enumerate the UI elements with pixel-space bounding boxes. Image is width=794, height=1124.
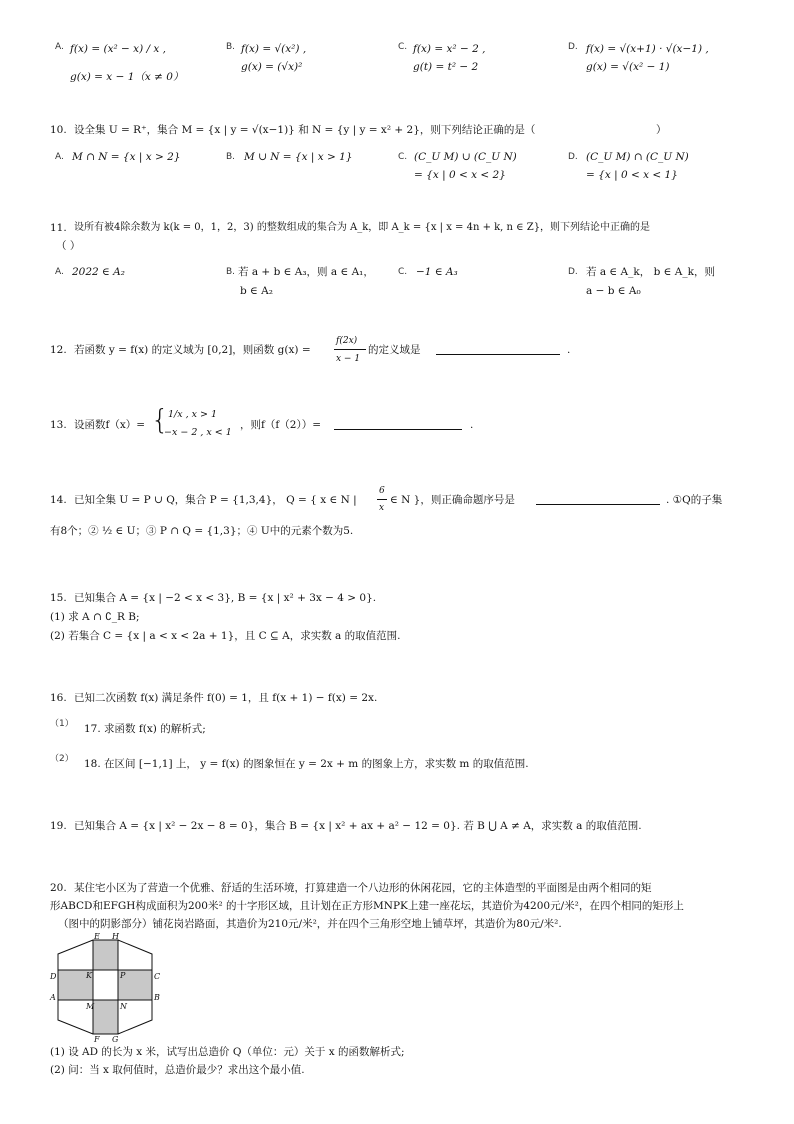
q15-part1: (1) 求 A ∩ ∁_R B; [50,611,140,623]
q12-end: . [567,344,571,356]
q14-line2: 有8个；② ½ ∈ U；③ P ∩ Q = {1,3}；④ U中的元素个数为5. [50,525,354,537]
q10-option-c-label: C. [398,152,408,162]
q14-frac-den: x [379,503,385,513]
q11-option-a-text: 2022 ∈ A₂ [72,266,125,278]
q9-option-c-label: C. [398,42,408,52]
square-mnpk [93,970,118,1000]
q14-frac-num: 6 [379,486,385,496]
q20-part1: (1) 设 AD 的长为 x 米，试写出总造价 Q（单位：元）关于 x 的函数解析式; [50,1046,405,1058]
q11-paren: （ ） [56,240,81,252]
q13-number: 13. [50,419,67,431]
q11-option-b-label: B. [226,267,236,277]
q20-garden-figure [48,932,168,1044]
label-b: B [154,993,160,1002]
label-h: H [112,932,119,941]
q9-option-d-line1: f(x) = √(x+1) · √(x−1) , [586,43,709,55]
label-k: K [86,971,92,980]
q13-post: ，则f（f（2））= [240,419,322,431]
q10-option-c-line1: (C_U M) ∪ (C_U N) [414,151,517,163]
q10-option-d-label: D. [568,152,578,162]
q10-option-c-line2: = {x | 0 < x < 2} [414,169,506,181]
q14-tail: . ①Q的子集 [666,494,723,506]
q12-fraction-bar [334,349,366,350]
q9-option-a-label: A. [55,42,64,52]
q11-number: 11. [50,222,67,234]
q10-paren-close: ） [656,124,667,136]
q14-number: 14. [50,494,67,506]
q10-option-d-line1: (C_U M) ∩ (C_U N) [586,151,689,163]
q13-answer-blank[interactable] [334,417,462,430]
q12-post: 的定义域是 [368,344,421,356]
q16-part2-text: 18. 在区间 [−1,1] 上， y = f(x) 的图象恒在 y = 2x + m 的图象上方，求实数 m 的取值范围. [84,758,529,770]
q10-option-a-label: A. [55,152,64,162]
q16-part2-mark: （2） [50,754,74,764]
q15-number: 15. [50,592,67,604]
q19-number: 19. [50,820,67,832]
q16-part1-mark: （1） [50,719,74,729]
q11-option-d-label: D. [568,267,578,277]
q11-option-c-text: −1 ∈ A₃ [416,266,458,278]
q16-part1-text: 17. 求函数 f(x) 的解析式; [84,723,206,735]
q9-option-d-label: D. [568,42,578,52]
label-a: A [50,993,56,1002]
q11-option-b-line2: b ∈ A₂ [240,285,273,297]
q20-line3: （图中的阴影部分）铺花岗岩路面，其造价为210元/米²，并在四个三角形空地上铺草坪，其造价为80元/米². [58,918,562,930]
q9-option-b-line2: g(x) = (√x)² [241,61,303,73]
q15-stem: 已知集合 A = {x | −2 < x < 3}, B = {x | x² + 3x − 4 > 0}. [74,592,377,604]
q19-stem: 已知集合 A = {x | x² − 2x − 8 = 0}，集合 B = {x | x² + ax + a² − 12 = 0}. 若 B ⋃ A ≠ A，求实数 a 的取值范围. [74,820,642,832]
q15-part2: (2) 若集合 C = {x | a < x < 2a + 1}，且 C ⊆ A，求实数 a 的取值范围. [50,630,401,642]
q13-end: . [470,419,474,431]
label-c: C [154,972,161,981]
label-e: E [94,932,100,941]
q20-part2: (2) 问：当 x 取何值时，总造价最少？求出这个最小值. [50,1064,305,1076]
q13-case1: 1/x , x > 1 [168,409,218,420]
q9-option-a-line1: f(x) = (x² − x) / x , [70,43,167,55]
q11-option-c-label: C. [398,267,408,277]
q10-number: 10. [50,124,67,136]
label-f: F [94,1035,100,1044]
q10-option-a-text: M ∩ N = {x | x > 2} [72,151,181,163]
q12-pre: 若函数 y = f(x) 的定义域为 [0,2]，则函数 g(x) = [74,344,311,356]
q14-post: ∈ N }，则正确命题序号是 [390,494,515,506]
q9-option-c-line2: g(t) = t² − 2 [413,61,479,73]
q9-option-d-line2: g(x) = √(x² − 1) [586,61,670,73]
q12-number: 12. [50,344,67,356]
q10-option-d-line2: = {x | 0 < x < 1} [586,169,678,181]
q14-fraction-bar [377,499,387,500]
label-p: P [120,971,126,980]
q10-stem: 设全集 U = R⁺，集合 M = {x | y = √(x−1)} 和 N = {y | y = x² + 2}，则下列结论正确的是（ [74,124,536,136]
q13-brace: { [151,403,169,436]
q12-answer-blank[interactable] [436,342,560,355]
q12-frac-den: x − 1 [336,354,361,364]
label-n: N [120,1002,127,1011]
q16-number: 16. [50,692,67,704]
q20-line2: 形ABCD和EFGH构成面积为200米² 的十字形区域，且计划在正方形MNPK上建一座花坛，其造价为4200元/米²，在四个相同的矩形上 [50,900,684,912]
q20-line1: 某住宅小区为了营造一个优雅、舒适的生活环境，打算建造一个八边形的休闲花园，它的主体造型的平面图是由两个相同的矩 [74,882,652,894]
q13-case2: −x − 2 , x < 1 [164,427,232,438]
q10-option-b-text: M ∪ N = {x | x > 1} [244,151,353,163]
q20-number: 20. [50,882,67,894]
q9-option-c-line1: f(x) = x² − 2 , [413,43,486,55]
q14-pre: 已知全集 U = P ∪ Q，集合 P = {1,3,4}， Q = { x ∈ N | [74,494,357,506]
q10-option-b-label: B. [226,152,236,162]
q9-option-a-line2: g(x) = x − 1（x ≠ 0） [70,71,184,83]
q11-option-d-line1: 若 a ∈ A_k， b ∈ A_k，则 [586,266,715,278]
q12-frac-num: f(2x) [336,336,358,346]
q16-stem: 已知二次函数 f(x) 满足条件 f(0) = 1，且 f(x + 1) − f(x) = 2x. [74,692,378,704]
q14-answer-blank[interactable] [536,492,660,505]
label-m: M [86,1002,95,1011]
q13-pre: 设函数f（x）= [74,419,146,431]
q9-option-b-label: B. [226,42,236,52]
q11-option-b-line1: 若 a + b ∈ A₃，则 a ∈ A₁， [238,266,374,278]
q11-option-a-label: A. [55,267,64,277]
q11-stem: 设所有被4除余数为 k(k = 0，1，2，3) 的整数组成的集合为 A_k，即 A_k = {x | x = 4n + k, n ∈ Z}，则下列结论中正确的是 [74,222,651,233]
q11-option-d-line2: a − b ∈ A₀ [586,285,641,297]
label-g: G [112,1035,119,1044]
q9-option-b-line1: f(x) = √(x²) , [241,43,307,55]
label-d: D [50,972,57,981]
